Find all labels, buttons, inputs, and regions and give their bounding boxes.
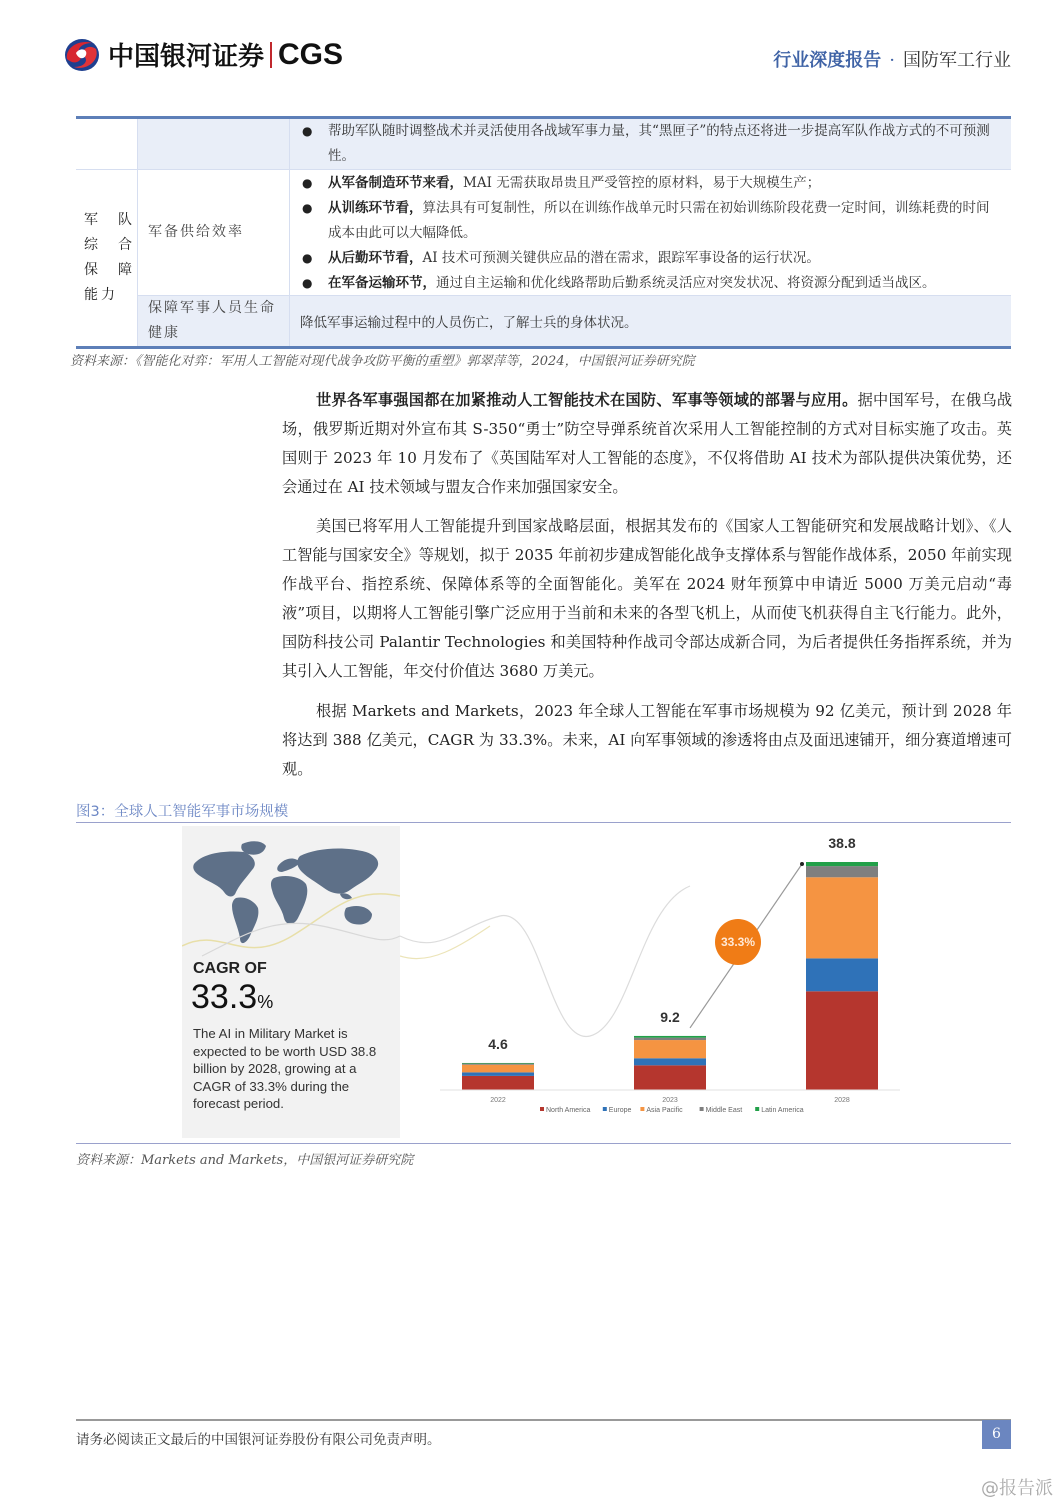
bullet-text: 帮助军队随时调整战术并灵活使用各战域军事力量，其“黑匣子”的特点还将进一步提高军队作战方式的不可预测性。 [328, 123, 990, 164]
x-tick-label: 2022 [490, 1097, 506, 1104]
table-cell-empty [138, 119, 290, 169]
paragraph-text: 美国已将军用人工智能提升到国家战略层面，根据其发布的《国家人工智能研究和发展战略计划》、《人工智能与国家安全》等规划，拟于 2035 年前初步建成智能化战争支撑体系与智能作战体系，2050 年前实现作战平台、指控系统、保障体系等的全面智能化。美军在 2024 财年预算中申请近 5000 万美元启动“毒液”项目，以期将人工智能引擎广泛应用于当前和未来的各型飞机上，从而使飞机获得自主飞行能力。此外，国防科技公司 Palantir Technologies 和美国特种作战司令部达成新合同，为后者提供任务指挥系统，并为其引入人工智能，年交付价值达 3680 万美元。 [282, 517, 1012, 680]
bar-segment-europe-2022 [462, 1072, 534, 1076]
bullet-heading: 从军备制造环节来看， [328, 175, 463, 191]
cagr-unit: % [257, 992, 274, 1012]
subcategory-label: 保障军事人员生命健康 [148, 300, 276, 341]
bullet-icon: ● [302, 124, 313, 138]
market-size-chart [400, 826, 940, 1138]
category-label [76, 170, 137, 308]
industry-name: 国防军工行业 [903, 50, 1011, 71]
legend-swatch [540, 1107, 544, 1111]
report-category [773, 46, 1011, 72]
figure-title: 图3：全球人工智能军事市场规模 [76, 804, 289, 820]
legend-label: Middle East [705, 1107, 743, 1114]
table-cell-content [290, 119, 1011, 169]
bar-segment-europe-2023 [634, 1058, 706, 1065]
paragraph-text: 据中国军号，在俄乌战场，俄罗斯近期对外宣布其 S-350“勇士”防空导弹系统首次采用人工智能控制的方式对目标实施了攻击。英国则于 2023 年 10 月发布了《英国陆军对人工智能的态度》，不仅将借助 AI 技术为部队提供决策优势，还会通过在 AI 技术领域与盟友合作来加强国家安全。 [282, 391, 1013, 496]
cagr-badge-label: 33.3% [720, 934, 756, 949]
market-description: The AI in Military Market is expected to be worth USD 38.8 billion by 2028, growing at a CAGR of 33.3% during the forecast period. [193, 1026, 377, 1111]
bullet-text: AI 技术可预测关键供应品的潜在需求，跟踪军事设备的运行状况。 [422, 250, 820, 266]
paragraph-lead: 世界各军事强国都在加紧推动人工智能技术在国防、军事等领域的部署与应用。 [316, 391, 858, 409]
decorative-wave [400, 886, 690, 1037]
legend-swatch [603, 1107, 607, 1111]
bullet-text: 算法具有可复制性，所以在训练作战单元时只需在初始训练阶段花费一定时间，训练耗费的时间成本由此可以大幅降低。 [328, 200, 990, 241]
decorative-wave [400, 926, 490, 959]
galaxy-logo-icon [62, 37, 102, 73]
body-paragraph [282, 697, 1012, 784]
bullet-item [300, 271, 1001, 296]
brand-divider [270, 42, 272, 68]
cagr-label: CAGR OF [193, 960, 267, 977]
subcategory-label: 军备供给效率 [148, 224, 244, 240]
legend-label: North America [546, 1107, 591, 1114]
total-label: 38.8 [828, 835, 856, 851]
page-number: 6 [982, 1420, 1011, 1449]
category-line: 保 障 [84, 262, 135, 278]
legend-label: Asia Pacific [646, 1107, 683, 1114]
cagr-number: 33.3 [191, 978, 258, 1016]
legend-label: Latin America [761, 1107, 804, 1114]
x-tick-label: 2028 [834, 1097, 850, 1104]
bar-segment-north-america-2028 [806, 991, 878, 1090]
brand-name-cn: 中国银河证券 [108, 42, 265, 72]
figure-source: 资料来源：Markets and Markets，中国银河证券研究院 [76, 1153, 414, 1168]
total-label: 4.6 [488, 1035, 508, 1052]
bullet-icon: ● [302, 201, 313, 215]
total-label: 9.2 [660, 1008, 680, 1025]
watermark: @报告派 [981, 1478, 1053, 1499]
figure-top-rule [76, 822, 1011, 823]
legend-swatch [700, 1107, 704, 1111]
bar-segment-middle-east-2023 [634, 1038, 706, 1040]
capability-table [76, 116, 1011, 349]
bar-segment-asia-pacific-2023 [634, 1040, 706, 1058]
table-row [138, 296, 1011, 346]
header-separator: · [889, 50, 895, 71]
figure-bottom-rule [76, 1143, 1011, 1144]
category-cell [76, 170, 138, 346]
legend-label: Europe [608, 1107, 632, 1114]
bar-segment-middle-east-2028 [806, 866, 878, 877]
bullet-heading: 从后勤环节看， [328, 250, 423, 266]
table-row [76, 119, 1011, 170]
bullet-heading: 从训练环节看， [328, 200, 423, 216]
bullet-text: 通过自主运输和优化线路帮助后勤系统灵活应对突发状况、将资源分配到适当战区。 [436, 275, 936, 291]
world-map-icon [182, 826, 400, 966]
footer-rule [76, 1419, 1011, 1421]
x-tick-label: 2023 [662, 1097, 678, 1104]
footer-disclaimer: 请务必阅读正文最后的中国银河证券股份有限公司免责声明。 [76, 1432, 441, 1448]
bullet-icon: ● [302, 276, 313, 290]
table-source: 资料来源：《智能化对弈：军用人工智能对现代战争攻防平衡的重塑》郭翠萍等，2024，中国银河证券研究院 [70, 354, 695, 369]
bullet-icon: ● [302, 176, 313, 190]
bar-segment-middle-east-2022 [462, 1064, 534, 1065]
body-paragraph [282, 512, 1012, 686]
bar-segment-asia-pacific-2022 [462, 1065, 534, 1073]
bullet-text: MAI 无需获取昂贵且严受管控的原材料，易于大规模生产； [463, 175, 821, 191]
cagr-value [191, 978, 273, 1017]
paragraph-text: 根据 Markets and Markets，2023 年全球人工智能在军事市场规模为 92 亿美元，预计到 2028 年将达到 388 亿美元，CAGR 为 33.3%。未来，AI 向军事领域的渗透将由点及面迅速铺开，细分赛道增速可观。 [282, 702, 1012, 778]
subcategory-cell [138, 170, 290, 295]
legend-swatch [755, 1107, 759, 1111]
brand-name-en: CGS [278, 37, 344, 71]
bullet-heading: 在军备运输环节， [328, 275, 436, 291]
bullet-item [300, 171, 1001, 196]
bullet-item [300, 119, 1001, 169]
bar-segment-latin-america-2022 [462, 1063, 534, 1064]
legend-swatch [640, 1107, 644, 1111]
body-paragraph [282, 386, 1012, 502]
bar-segment-latin-america-2023 [634, 1036, 706, 1038]
table-cell-content [290, 296, 1011, 346]
table-cell-empty [76, 119, 138, 169]
bar-segment-asia-pacific-2028 [806, 877, 878, 958]
cagr-arrow-head [800, 862, 804, 866]
page-header [0, 0, 1061, 100]
subcategory-cell [138, 296, 290, 346]
bullet-item [300, 196, 1001, 246]
table-row [138, 170, 1011, 296]
category-line: 综 合 [84, 237, 135, 253]
table-cell-content [290, 170, 1011, 295]
report-type: 行业深度报告 [773, 50, 882, 71]
bar-segment-north-america-2022 [462, 1076, 534, 1090]
bar-segment-europe-2028 [806, 958, 878, 991]
cell-text: 降低军事运输过程中的人员伤亡，了解士兵的身体状况。 [300, 315, 638, 331]
brand-logo [62, 36, 343, 73]
category-line: 能力 [84, 287, 118, 303]
bar-segment-north-america-2023 [634, 1065, 706, 1090]
bullet-item [300, 246, 1001, 271]
table-group [76, 170, 1011, 346]
bullet-icon: ● [302, 251, 313, 265]
category-line: 军 队 [84, 212, 135, 228]
bar-segment-latin-america-2028 [806, 862, 878, 866]
